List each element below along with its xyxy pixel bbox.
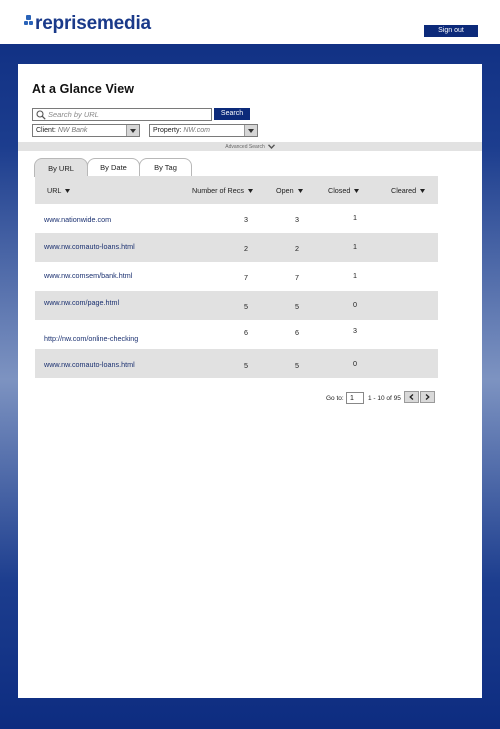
page-range-text: 1 - 10 of 95 [368, 395, 401, 402]
property-dropdown-arrow-icon[interactable] [244, 125, 257, 136]
previous-page-button[interactable] [404, 391, 419, 403]
client-dropdown-arrow-icon[interactable] [126, 125, 139, 136]
search-input[interactable] [48, 110, 198, 120]
search-button[interactable]: Search [214, 108, 250, 120]
top-bar [0, 0, 500, 44]
row-closed-value: 1 [353, 271, 357, 280]
table-row [35, 320, 438, 349]
reprisemedia-logo[interactable] [24, 11, 151, 37]
column-header-label: Cleared [391, 186, 417, 195]
table-row [35, 291, 438, 320]
column-header-label: URL [47, 186, 62, 195]
logo-text: reprisemedia [35, 13, 151, 34]
property-select[interactable] [149, 124, 258, 137]
row-recs-value: 5 [244, 302, 248, 311]
row-open-value: 5 [295, 361, 299, 370]
client-select-value: NW Bank [57, 127, 88, 134]
sort-arrow-icon [65, 189, 70, 193]
row-open-value: 7 [295, 273, 299, 282]
table-row [35, 349, 438, 378]
row-recs-value: 6 [244, 328, 248, 337]
row-open-value: 3 [295, 215, 299, 224]
tab-by-tag[interactable]: By Tag [139, 158, 192, 176]
search-field[interactable] [32, 108, 212, 121]
column-header-label: Open [276, 186, 294, 195]
main-panel [18, 64, 482, 698]
row-recs-value: 3 [244, 215, 248, 224]
row-url-link[interactable]: www.nw.comauto-loans.html [44, 360, 135, 369]
row-closed-value: 0 [353, 300, 357, 309]
row-open-value: 5 [295, 302, 299, 311]
goto-page-input[interactable] [346, 392, 364, 404]
row-recs-value: 7 [244, 273, 248, 282]
sort-arrow-icon [420, 189, 425, 193]
tab-by-url[interactable]: By URL [34, 158, 88, 177]
property-select-value: NW.com [183, 127, 210, 134]
client-select[interactable] [32, 124, 140, 137]
caret-down-icon [248, 129, 254, 133]
client-select-label: Client: [36, 127, 56, 134]
row-url-link[interactable]: www.nw.com/page.html [44, 298, 120, 307]
sort-arrow-icon [248, 189, 253, 193]
table-row [35, 262, 438, 291]
chevron-left-icon [409, 394, 414, 400]
chevron-down-icon [268, 144, 275, 149]
table-header [35, 176, 438, 204]
page-title: At a Glance View [32, 82, 135, 96]
row-closed-value: 0 [353, 359, 357, 368]
column-header-url[interactable] [47, 186, 70, 195]
chevron-right-icon [425, 394, 430, 400]
row-url-link[interactable]: www.nw.comauto-loans.html [44, 242, 135, 251]
row-closed-value: 1 [353, 213, 357, 222]
column-header-label: Number of Recs [192, 186, 244, 195]
goto-label: Go to: [326, 395, 344, 402]
sort-arrow-icon [298, 189, 303, 193]
row-open-value: 2 [295, 244, 299, 253]
column-header-label: Closed [328, 186, 351, 195]
advanced-search-toggle[interactable] [18, 142, 482, 151]
sort-arrow-icon [354, 189, 359, 193]
column-header-closed[interactable] [328, 186, 359, 195]
table-row [35, 233, 438, 262]
column-header-cleared[interactable] [391, 186, 425, 195]
advanced-search-label: Advanced Search [225, 143, 265, 150]
row-url-link[interactable]: www.nationwide.com [44, 215, 112, 224]
search-icon [36, 110, 46, 120]
column-header-number-of-recs[interactable] [192, 186, 253, 195]
row-open-value: 6 [295, 328, 299, 337]
sign-out-button[interactable]: Sign out [424, 25, 478, 37]
logo-mark-icon [24, 13, 34, 35]
tab-by-date[interactable]: By Date [87, 158, 140, 176]
row-closed-value: 3 [353, 326, 357, 335]
table-row [35, 204, 438, 233]
column-header-open[interactable] [276, 186, 303, 195]
row-recs-value: 5 [244, 361, 248, 370]
row-recs-value: 2 [244, 244, 248, 253]
property-select-label: Property: [153, 127, 182, 134]
caret-down-icon [130, 129, 136, 133]
row-url-link[interactable]: http://nw.com/online-checking [44, 334, 139, 343]
urls-table [35, 176, 438, 378]
next-page-button[interactable] [420, 391, 435, 403]
row-url-link[interactable]: www.nw.comsem/bank.html [44, 271, 133, 280]
row-closed-value: 1 [353, 242, 357, 251]
